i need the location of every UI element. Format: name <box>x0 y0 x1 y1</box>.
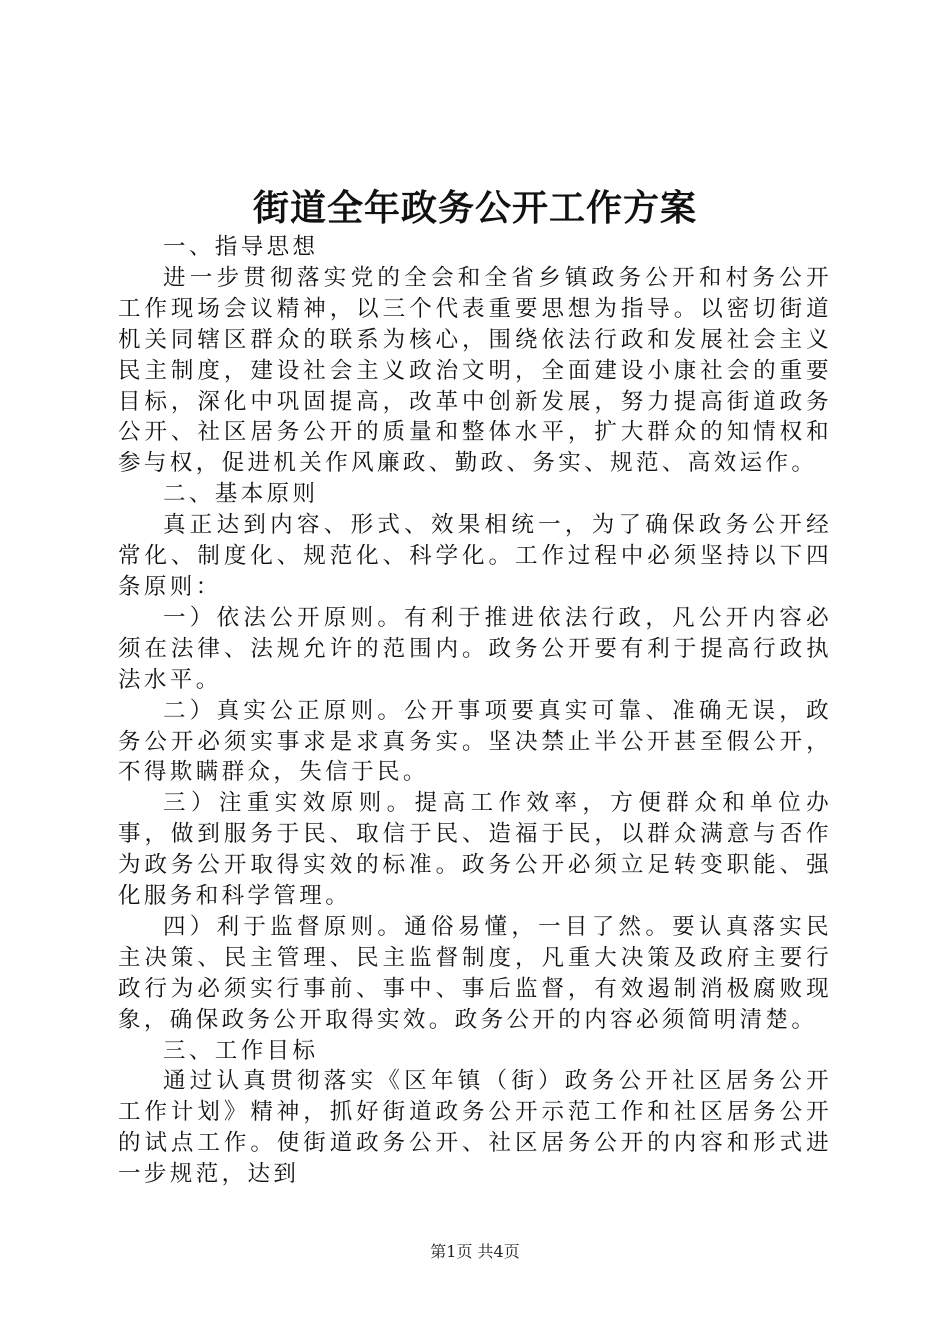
paragraph: 二）真实公正原则。公开事项要真实可靠、准确无误，政务公开必须实事求是求真务实。坚决禁止半公开甚至假公开，不得欺瞒群众，失信于民。 <box>118 697 832 786</box>
section-heading: 二、基本原则 <box>163 481 319 508</box>
page-number-footer: 第1页 共4页 <box>430 1242 520 1261</box>
paragraph: 三）注重实效原则。提高工作效率，方便群众和单位办事，做到服务于民、取信于民、造福于民，以群众满意与否作为政务公开取得实效的标准。政务公开必须立足转变职能、强化服务和科学管理。 <box>118 790 832 910</box>
document-title: 街道全年政务公开工作方案 <box>252 187 697 229</box>
section-heading: 一、指导思想 <box>163 234 319 260</box>
paragraph: 进一步贯彻落实党的全会和全省乡镇政务公开和村务公开工作现场会议精神，以三个代表重要思想为指导。以密切街道机关同辖区群众的联系为核心，围绕依法行政和发展社会主义民主制度，建设社会主义政治文明，全面建设小康社会的重要目标，深化中巩固提高，改革中创新发展，努力提高街道政务公开、社区居务公开的质量和整体水平，扩大群众的知情权和参与权，促进机关作风廉政、勤政、务实、规范、高效运作。 <box>118 264 832 477</box>
paragraph: 通过认真贯彻落实《区年镇（街）政务公开社区居务公开工作计划》精神，抓好街道政务公开示范工作和社区居务公开的试点工作。使街道政务公开、社区居务公开的内容和形式进一步规范，达到 <box>118 1068 832 1188</box>
document-body <box>118 232 832 1190</box>
paragraph: 一）依法公开原则。有利于推进依法行政，凡公开内容必须在法律、法规允许的范围内。政务公开要有利于提高行政执法水平。 <box>118 604 832 693</box>
paragraph: 四）利于监督原则。通俗易懂，一目了然。要认真落实民主决策、民主管理、民主监督制度，凡重大决策及政府主要行政行为必须实行事前、事中、事后监督，有效遏制消极腐败现象，确保政务公开取得实效。政务公开的内容必须简明清楚。 <box>118 913 832 1033</box>
section-heading: 三、工作目标 <box>163 1037 319 1064</box>
paragraph: 真正达到内容、形式、效果相统一，为了确保政务公开经常化、制度化、规范化、科学化。工作过程中必须坚持以下四条原则： <box>118 512 832 600</box>
